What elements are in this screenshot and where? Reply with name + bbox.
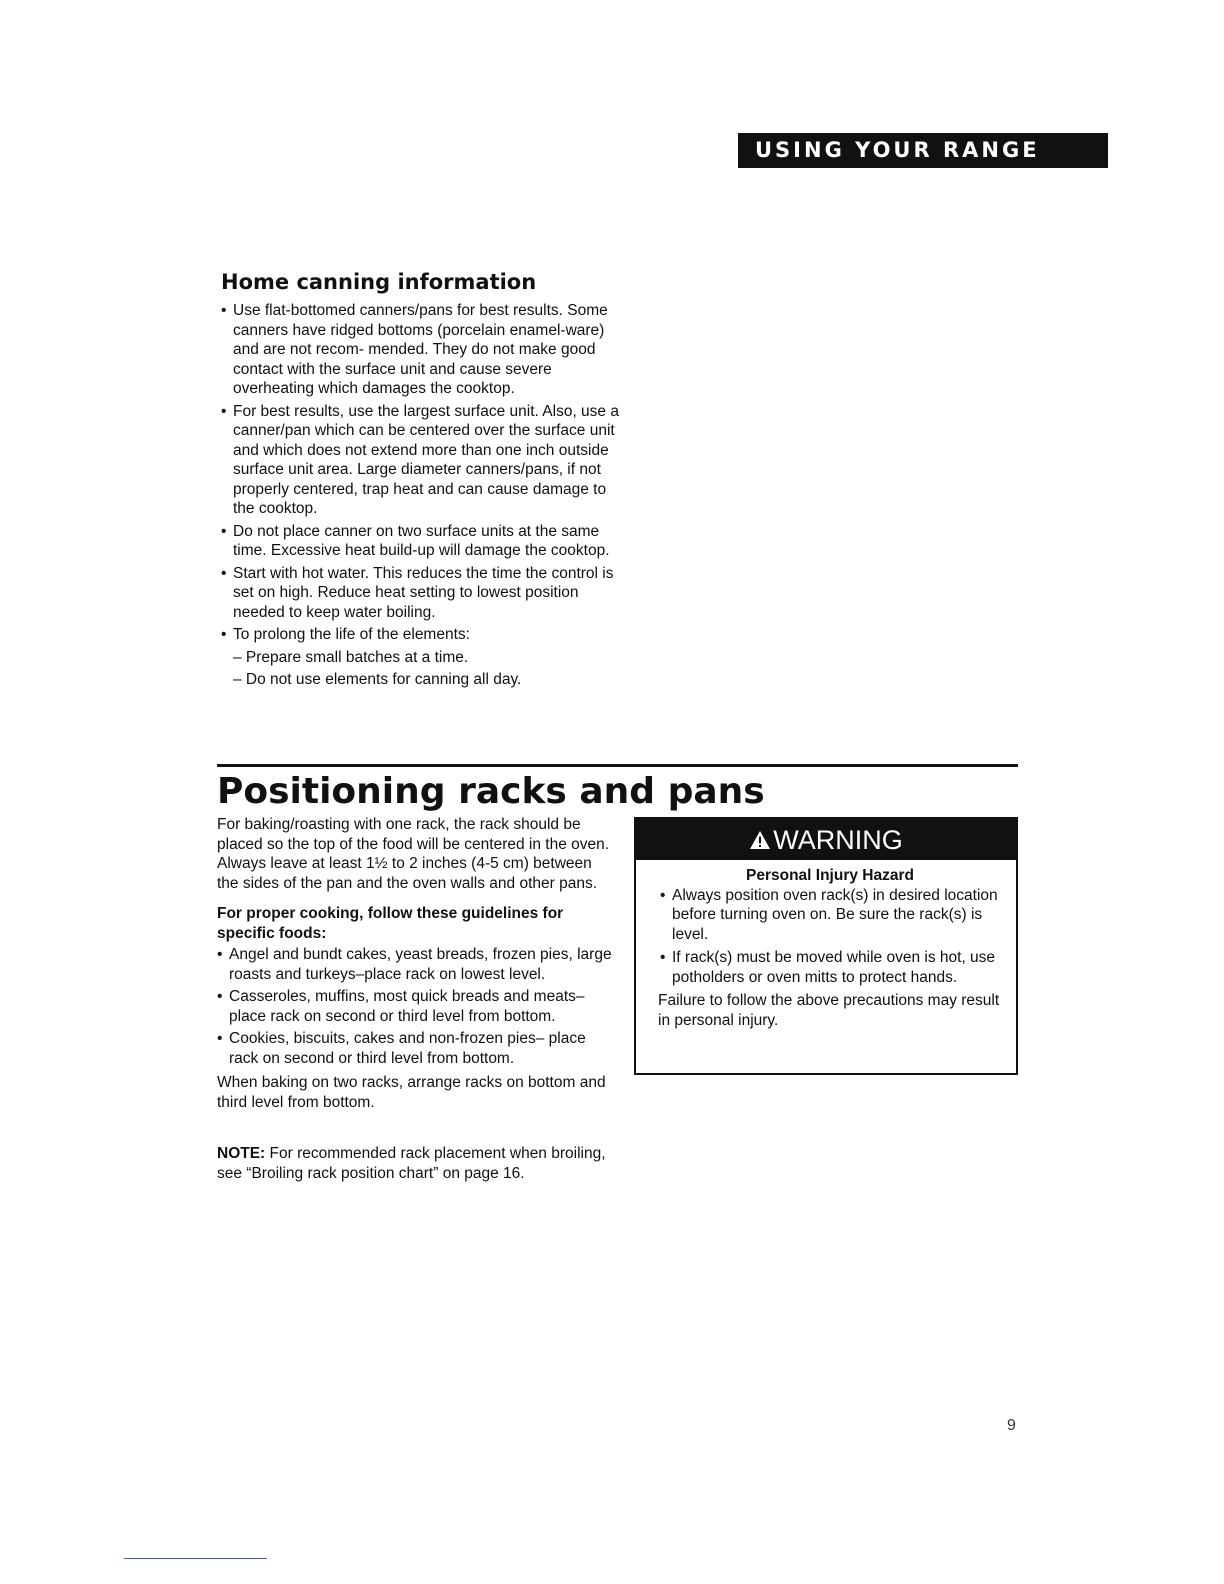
racks-bullet: • Cookies, biscuits, cakes and non-frozen pies– place rack on second or third level from bottom. — [217, 1029, 617, 1068]
section-divider — [217, 764, 1018, 767]
warning-header — [636, 819, 1016, 860]
canning-sub-item: – Prepare small batches at a time. — [233, 648, 469, 666]
positioning-racks-title: Positioning racks and pans — [217, 771, 765, 812]
bottom-underline — [124, 1558, 267, 1559]
page-number: 9 — [1007, 1417, 1016, 1434]
warning-body — [636, 860, 1016, 1030]
warning-triangle-icon — [749, 830, 771, 850]
canning-sub-item: – Do not use elements for canning all day. — [233, 671, 522, 688]
racks-bullet: • Angel and bundt cakes, yeast breads, frozen pies, large roasts and turkeys–place rack on lowest level. — [217, 945, 617, 984]
canning-bullet: • Start with hot water. This reduces the time the control is set on high. Reduce heat setting to lowest position needed to keep water boiling. — [221, 564, 621, 623]
warning-title: WARNING — [773, 825, 903, 855]
note-text: For recommended rack placement when broiling, see “Broiling rack position chart” on page 16. — [217, 1145, 606, 1182]
warning-bullet: • Always position oven rack(s) in desired location before turning oven on. Be sure the rack(s) is level. — [660, 886, 1002, 945]
warning-box — [634, 817, 1018, 1075]
section-banner: USING YOUR RANGE — [738, 133, 1108, 168]
two-racks-text: When baking on two racks, arrange racks on bottom and third level from bottom. — [217, 1074, 606, 1111]
racks-bullet: • Casseroles, muffins, most quick breads and meats–place rack on second or third level from bottom. — [217, 987, 617, 1026]
warning-subtitle: Personal Injury Hazard — [746, 867, 914, 884]
note-paragraph — [217, 1144, 617, 1183]
home-canning-section — [221, 270, 621, 693]
racks-subheading: For proper cooking, follow these guidelines for specific foods: — [217, 905, 564, 942]
warning-footer: Failure to follow the above precautions may result in personal injury. — [658, 992, 1000, 1029]
canning-bullet: • Use flat-bottomed canners/pans for best results. Some canners have ridged bottoms (porcelain enamel-ware) and are not recom- mended. They do not make good contact with the surface unit and cause severe overheating which damages the cooktop. — [221, 301, 621, 399]
note-label: NOTE: — [217, 1145, 266, 1162]
canning-bullet: • For best results, use the largest surface unit. Also, use a canner/pan which can be centered over the surface unit and which does not extend more than one inch outside surface unit area. Large diameter canners/pans, if not properly centered, trap heat and can cause damage to the cooktop. — [221, 402, 621, 519]
racks-bullet-list — [217, 945, 617, 1068]
canning-sub-list — [233, 648, 621, 690]
canning-bullet-list — [221, 301, 621, 690]
canning-bullet: • Do not place canner on two surface units at the same time. Excessive heat build-up will damage the cooktop. — [221, 522, 621, 561]
warning-bullet: • If rack(s) must be moved while oven is hot, use potholders or oven mitts to protect hands. — [660, 948, 1002, 987]
canning-bullet-prolong — [221, 625, 621, 690]
warning-bullet-list — [660, 886, 1002, 988]
home-canning-title: Home canning information — [221, 270, 537, 294]
racks-content — [217, 815, 617, 1183]
racks-intro: For baking/roasting with one rack, the rack should be placed so the top of the food will be centered in the oven. Always leave at least 1½ to 2 inches (4-5 cm) between the sides of the pan and the oven walls and other pans. — [217, 816, 610, 892]
canning-bullet-text: To prolong the life of the elements: — [233, 626, 470, 643]
